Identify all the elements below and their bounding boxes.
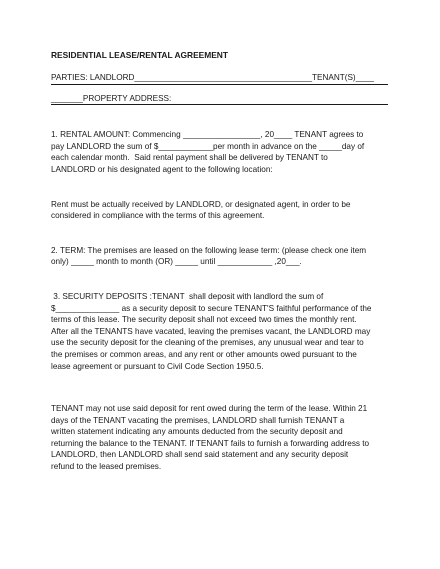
- security-deposits-line: 3. SECURITY DEPOSITS :TENANT shall deposit with landlord the sum of: [51, 291, 324, 301]
- deposit-use-line: days of the TENANT vacating the premises, LANDLORD shall furnish TENANT a: [51, 415, 345, 425]
- rent-received-line: considered in compliance with the terms of this agreement.: [51, 211, 265, 221]
- spacer: [51, 268, 391, 291]
- deposit-use-line: refund to the leased premises.: [51, 462, 162, 472]
- spacer: [51, 85, 391, 93]
- security-deposits-line: lease agreement or pursuant to Civil Code Section 1950.5.: [51, 361, 264, 371]
- rent-received-line: Rent must be actually received by LANDLORD, or designated agent, in order to be: [51, 199, 351, 209]
- rental-amount-line: each calendar month. Said rental payment shall be delivered by TENANT to: [51, 153, 328, 163]
- rental-amount-line: LANDLORD or his designated agent to the following location:: [51, 164, 273, 174]
- security-deposits-line: After all the TENANTS have vacated, leaving the premises vacant, the LANDLORD may: [51, 326, 371, 336]
- term-line: only) _____ month to month (OR) _____ until ____________ ,20___.: [51, 257, 302, 267]
- rent-received-section: [51, 199, 391, 222]
- rental-amount-section: [51, 129, 391, 175]
- deposit-use-line: returning the balance to the TENANT. If TENANT fails to furnish a forwarding address to: [51, 438, 370, 448]
- document-title: RESIDENTIAL LEASE/RENTAL AGREEMENT: [51, 50, 228, 60]
- spacer: [51, 372, 391, 403]
- rental-amount-line: pay LANDLORD the sum of $____________per month in advance on the _____day of: [51, 141, 365, 151]
- deposit-use-line: LANDLORD, then LANDLORD shall send said statement and any security deposit: [51, 450, 349, 460]
- spacer: [51, 176, 391, 199]
- term-line: 2. TERM: The premises are leased on the following lease term: (please check one item: [51, 245, 367, 255]
- security-deposits-line: terms of this lease. The security deposit shall not exceed two times the monthly rent.: [51, 315, 357, 325]
- rental-amount-line: 1. RENTAL AMOUNT: Commencing _________________, 20____ TENANT agrees to: [51, 130, 364, 140]
- security-deposits-line: $______________ as a security deposit to secure TENANT'S faithful performance of the: [51, 303, 372, 313]
- term-section: [51, 245, 391, 268]
- property-address-line: _______PROPERTY ADDRESS:: [51, 93, 172, 103]
- security-deposits-line: the premises or common areas, and any rent or other amounts owed pursuant to the: [51, 349, 357, 359]
- parties-line: PARTIES: LANDLORD_______________________________________TENANT(S)____: [51, 73, 374, 82]
- deposit-use-line: TENANT may not use said deposit for rent owed during the term of the lease. Within 21: [51, 404, 368, 414]
- security-deposits-section: [51, 291, 391, 372]
- deposit-use-section: [51, 403, 391, 473]
- spacer: [51, 222, 391, 245]
- spacer: [51, 105, 391, 129]
- spacer: [51, 62, 391, 72]
- deposit-use-line: written statement indicating any amounts deducted from the security deposit and: [51, 427, 343, 437]
- security-deposits-line: use the security deposit for the cleaning of the premises, any unusual wear and tear to: [51, 338, 364, 348]
- lease-agreement-body: [51, 50, 391, 473]
